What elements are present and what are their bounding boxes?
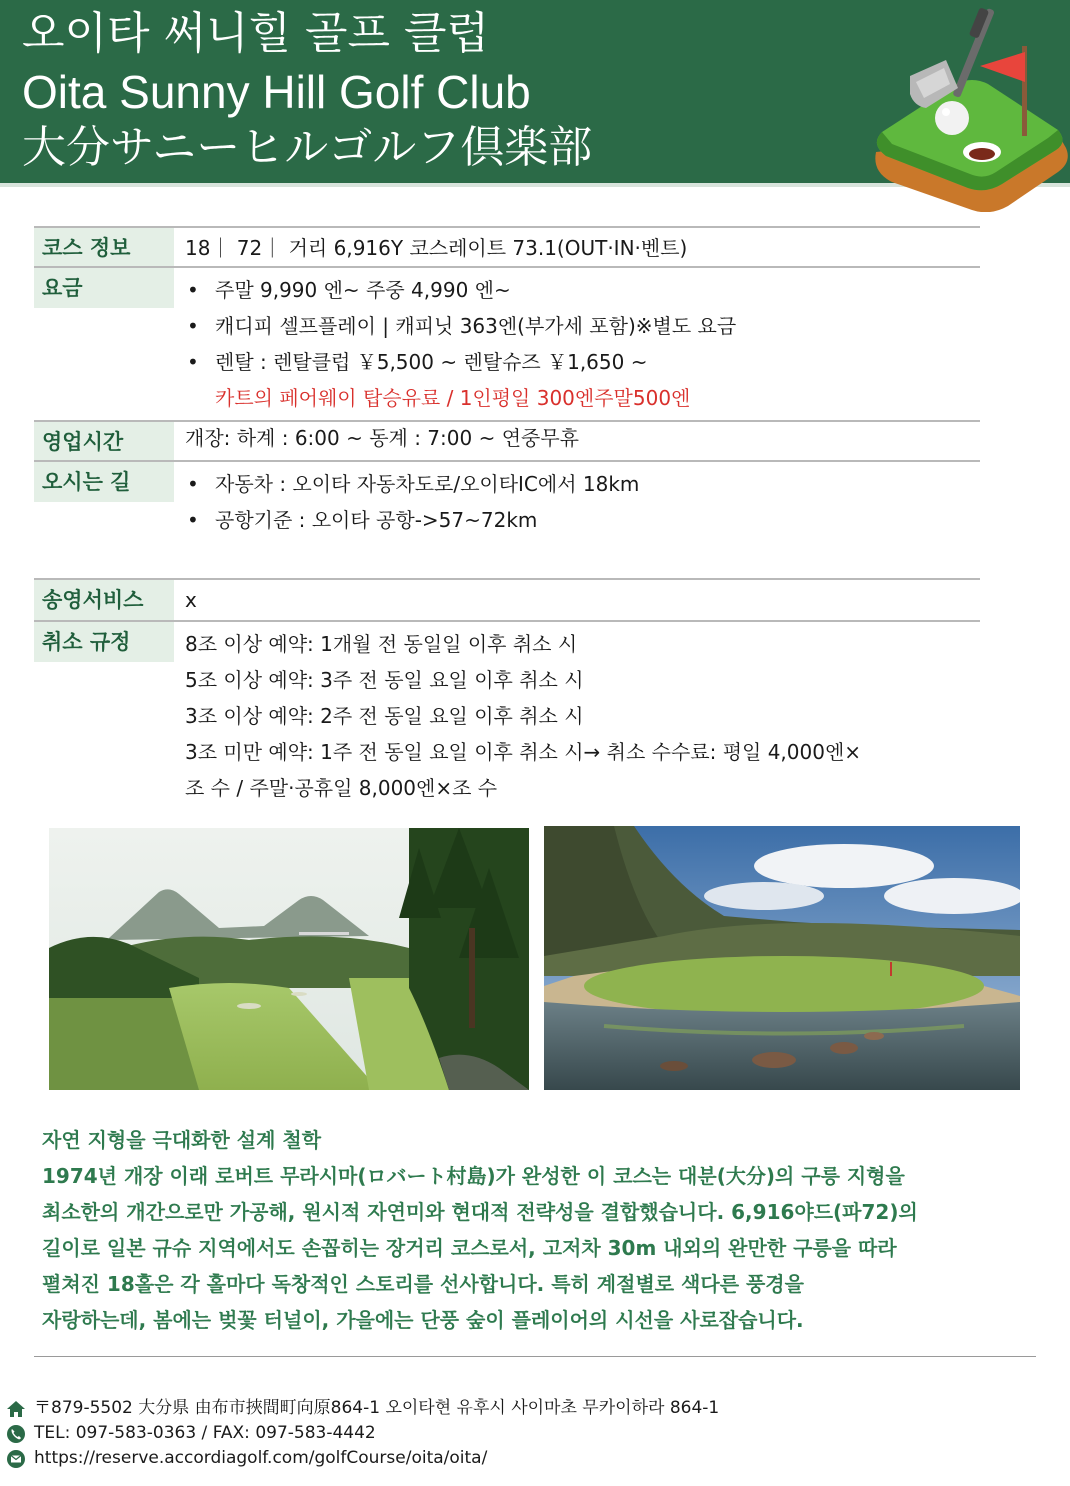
fee-value — [185, 272, 736, 416]
fee-item: • 주말 9,990 엔~ 주중 4,990 엔~ — [185, 272, 736, 308]
email-icon — [6, 1449, 26, 1469]
access-item: • 자동차 : 오이타 자동차도로/오이타IC에서 18km — [185, 466, 639, 502]
cancel-policy-label: 취소 규정 — [34, 622, 174, 662]
cancel-policy-value — [185, 626, 861, 806]
description-line: 자랑하는데, 봄에는 벚꽃 터널이, 가을에는 단풍 숲이 플레이어의 시선을 사로잡습니다. — [42, 1308, 804, 1332]
fee-item: • 렌탈 : 렌탈클럽 ￥5,500 ~ 렌탈슈즈 ￥1,650 ~ — [185, 344, 736, 380]
fee-label: 요금 — [34, 268, 174, 308]
cancel-policy-row — [34, 620, 980, 810]
access-item: • 공항기준 : 오이타 공항->57~72km — [185, 502, 639, 538]
address-text: 〒879-5502 大分県 由布市挾間町向原864-1 오이타현 유후시 사이마초 무카이하라 864-1 — [34, 1398, 720, 1418]
contact-footer — [6, 1396, 719, 1471]
description-line: 1974년 개장 이래 로버트 무라시마(ロバート村島)가 완성한 이 코스는 대분(大分)의 구릉 지형을 — [42, 1164, 905, 1188]
hours-label: 영업시간 — [34, 422, 174, 462]
address-row — [6, 1396, 719, 1421]
description-line: 최소한의 개간으로만 가공해, 원시적 자연미와 현대적 전략성을 결합했습니다. 6,916야드(파72)의 — [42, 1200, 918, 1224]
phone-row — [6, 1421, 719, 1446]
website-link[interactable]: https://reserve.accordiagolf.com/golfCourse/oita/oita/ — [34, 1448, 488, 1468]
fee-item: • 캐디피 셀프플레이 | 캐피닛 363엔(부가세 포함)※별도 요금 — [185, 308, 736, 344]
title-korean: 오이타 써니힐 골프 클럽 — [22, 8, 489, 59]
course-info-label: 코스 정보 — [34, 228, 174, 268]
cancel-policy-line: 3조 이상 예약: 2주 전 동일 요일 이후 취소 시 — [185, 704, 584, 728]
shuttle-label: 송영서비스 — [34, 580, 174, 620]
footer-divider — [34, 1356, 1036, 1357]
cancel-policy-line: 8조 이상 예약: 1개월 전 동일일 이후 취소 시 — [185, 632, 578, 656]
title-english: Oita Sunny Hill Golf Club — [22, 66, 531, 118]
hours-row — [34, 420, 980, 460]
fairway-mountain-photo — [49, 828, 529, 1090]
cancel-policy-line: 3조 미만 예약: 1주 전 동일 요일 이후 취소 시→ 취소 수수료: 평일 4,000엔× — [185, 740, 862, 764]
title-japanese: 大分サニーヒルゴルフ倶楽部 — [22, 122, 593, 173]
course-info-row — [34, 226, 980, 266]
course-description — [42, 1122, 1052, 1338]
description-line: 길이로 일본 규슈 지역에서도 손꼽히는 장거리 코스로서, 고저차 30m 내외의 완만한 구릉을 따라 — [42, 1236, 897, 1260]
green-pond-photo — [544, 826, 1020, 1090]
url-row — [6, 1446, 719, 1471]
description-heading: 자연 지형을 극대화한 설계 철학 — [42, 1128, 322, 1152]
phone-icon — [6, 1424, 26, 1444]
description-line: 펼쳐진 18홀은 각 홀마다 독창적인 스토리를 선사합니다. 특히 계절별로 색다른 풍경을 — [42, 1272, 804, 1296]
home-icon — [6, 1399, 26, 1419]
golf-club-flag-icon — [862, 2, 1070, 212]
cart-fee-note: 카트의 페어웨이 탑승유료 / 1인평일 300엔주말500엔 — [215, 386, 691, 410]
fee-row — [34, 266, 980, 420]
phone-fax-text: TEL: 097-583-0363 / FAX: 097-583-4442 — [34, 1423, 376, 1443]
cancel-policy-line: 조 수 / 주말·공휴일 8,000엔×조 수 — [185, 776, 498, 800]
access-row — [34, 460, 980, 578]
access-value — [185, 466, 639, 538]
access-label: 오시는 길 — [34, 462, 174, 502]
course-info-value: 18｜ 72｜ 거리 6,916Y 코스레이트 73.1(OUT·IN·벤트) — [185, 236, 688, 260]
shuttle-row — [34, 578, 980, 620]
hours-value: 개장: 하계 : 6:00 ~ 동계 : 7:00 ~ 연중무휴 — [185, 426, 579, 450]
shuttle-value: x — [185, 588, 197, 612]
cancel-policy-line: 5조 이상 예약: 3주 전 동일 요일 이후 취소 시 — [185, 668, 584, 692]
